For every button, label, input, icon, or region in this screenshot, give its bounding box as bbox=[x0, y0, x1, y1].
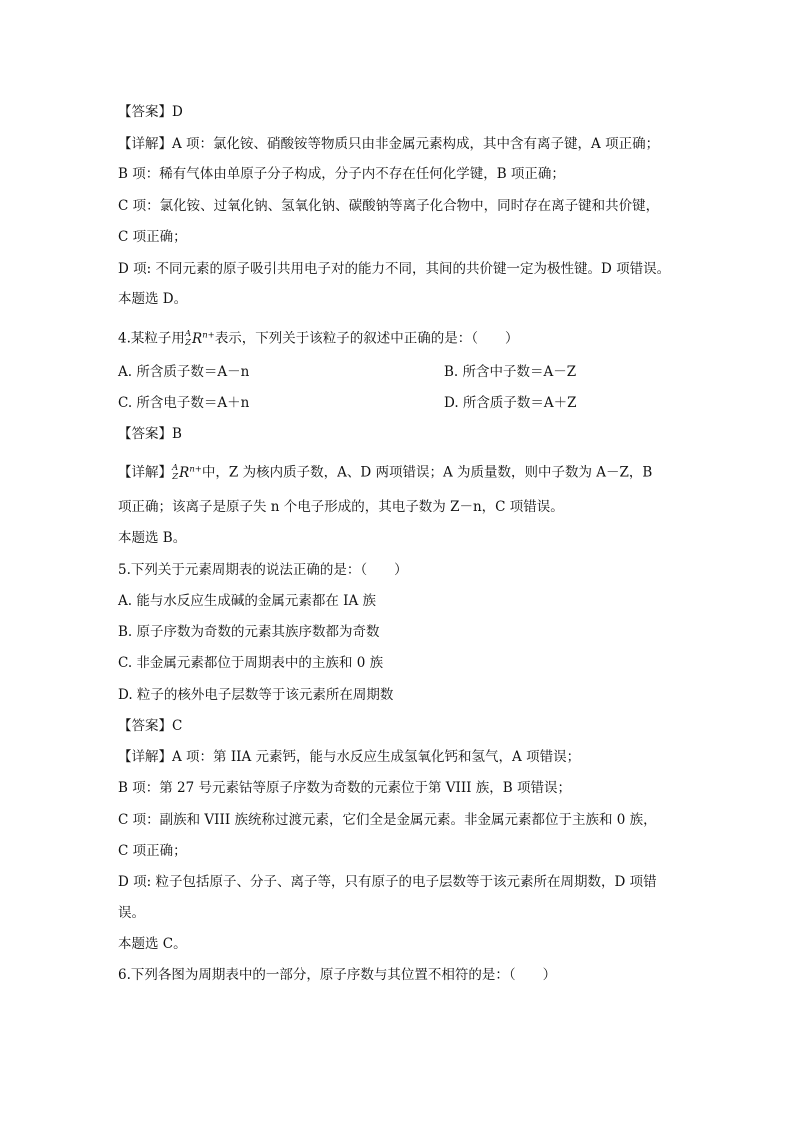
nuclide-symbol bbox=[185, 331, 215, 347]
charge-superscript: n+ bbox=[202, 330, 215, 340]
explanation-line: C 项：氯化铵、过氧化钠、氢氧化钠、碳酸钠等离子化合物中，同时存在离子键和共价键， bbox=[118, 198, 660, 214]
explanation-line: D 项: 粒子包括原子、分子、离子等，只有原子的电子层数等于该元素所在周期数，D 项错 bbox=[118, 874, 657, 890]
option-d: D. 粒子的核外电子层数等于该元素所在周期数 bbox=[118, 687, 394, 703]
charge-superscript: n+ bbox=[189, 464, 202, 474]
explanation-prefix: 【详解】 bbox=[118, 464, 172, 481]
question-6-stem: 6.下列各图为周期表中的一部分，原子序数与其位置不相符的是：（ ） bbox=[118, 967, 557, 983]
answer-line: 【答案】B bbox=[118, 426, 182, 442]
explanation-line: C 项正确； bbox=[118, 229, 187, 245]
explanation-line: 项正确；该离子是原子失 n 个电子形成的，其电子数为 Z－n，C 项错误。 bbox=[118, 499, 564, 515]
explanation-line bbox=[118, 459, 653, 482]
question-5-stem: 5.下列关于元素周期表的说法正确的是：（ ） bbox=[118, 562, 408, 578]
explanation-line: 【详解】A 项：氯化铵、硝酸铵等物质只由非金属元素构成，其中含有离子键，A 项正确； bbox=[118, 136, 660, 152]
atomic-number: Z bbox=[185, 338, 192, 348]
explanation-line: B 项：第 27 号元素钴等原子序数为奇数的元素位于第 VIII 族，B 项错误； bbox=[118, 780, 572, 796]
element-symbol: R bbox=[192, 330, 203, 347]
nuclide-symbol bbox=[172, 465, 202, 481]
option-a: A. 能与水反应生成碱的金属元素都在 IA 族 bbox=[118, 593, 376, 609]
conclusion-line: 本题选 C。 bbox=[118, 936, 187, 952]
option-d: D. 所含质子数＝A＋Z bbox=[444, 395, 577, 411]
explanation-line: 误。 bbox=[118, 905, 145, 921]
explanation-line: C 项正确； bbox=[118, 843, 187, 859]
option-a: A. 所含质子数＝A－n bbox=[118, 364, 250, 380]
conclusion-line: 本题选 D。 bbox=[118, 291, 188, 307]
option-b: B. 所含中子数＝A－Z bbox=[444, 364, 577, 380]
mass-number: A bbox=[172, 463, 179, 473]
option-b: B. 原子序数为奇数的元素其族序数都为奇数 bbox=[118, 624, 380, 640]
option-c: C. 非金属元素都位于周期表中的主族和 0 族 bbox=[118, 655, 384, 671]
answer-line: 【答案】C bbox=[118, 718, 183, 734]
question-4-stem bbox=[118, 325, 519, 348]
element-symbol: R bbox=[179, 464, 190, 481]
question-4-text-before: 4.某粒子用 bbox=[118, 330, 185, 347]
option-c: C. 所含电子数＝A＋n bbox=[118, 395, 250, 411]
mass-number: A bbox=[184, 329, 192, 339]
explanation-text: 中，Z 为核内质子数，A、D 两项错误；A 为质量数，则中子数为 A－Z，B bbox=[201, 464, 653, 481]
explanation-line: C 项：副族和 VIII 族统称过渡元素，它们全是金属元素。非金属元素都位于主族和 0 族， bbox=[118, 812, 657, 828]
question-4-text-after: 表示，下列关于该粒子的叙述中正确的是：（ ） bbox=[214, 330, 519, 347]
explanation-line: 【详解】A 项：第 IIA 元素钙，能与水反应生成氢氧化钙和氢气，A 项错误； bbox=[118, 749, 581, 765]
atomic-number: Z bbox=[172, 472, 179, 482]
answer-line: 【答案】D bbox=[118, 104, 183, 120]
explanation-line: B 项：稀有气体由单原子分子构成，分子内不存在任何化学键，B 项正确； bbox=[118, 166, 565, 182]
explanation-line: D 项: 不同元素的原子吸引共用电子对的能力不同，其间的共价键一定为极性键。D 项错误。 bbox=[118, 261, 671, 277]
conclusion-line: 本题选 B。 bbox=[118, 530, 187, 546]
